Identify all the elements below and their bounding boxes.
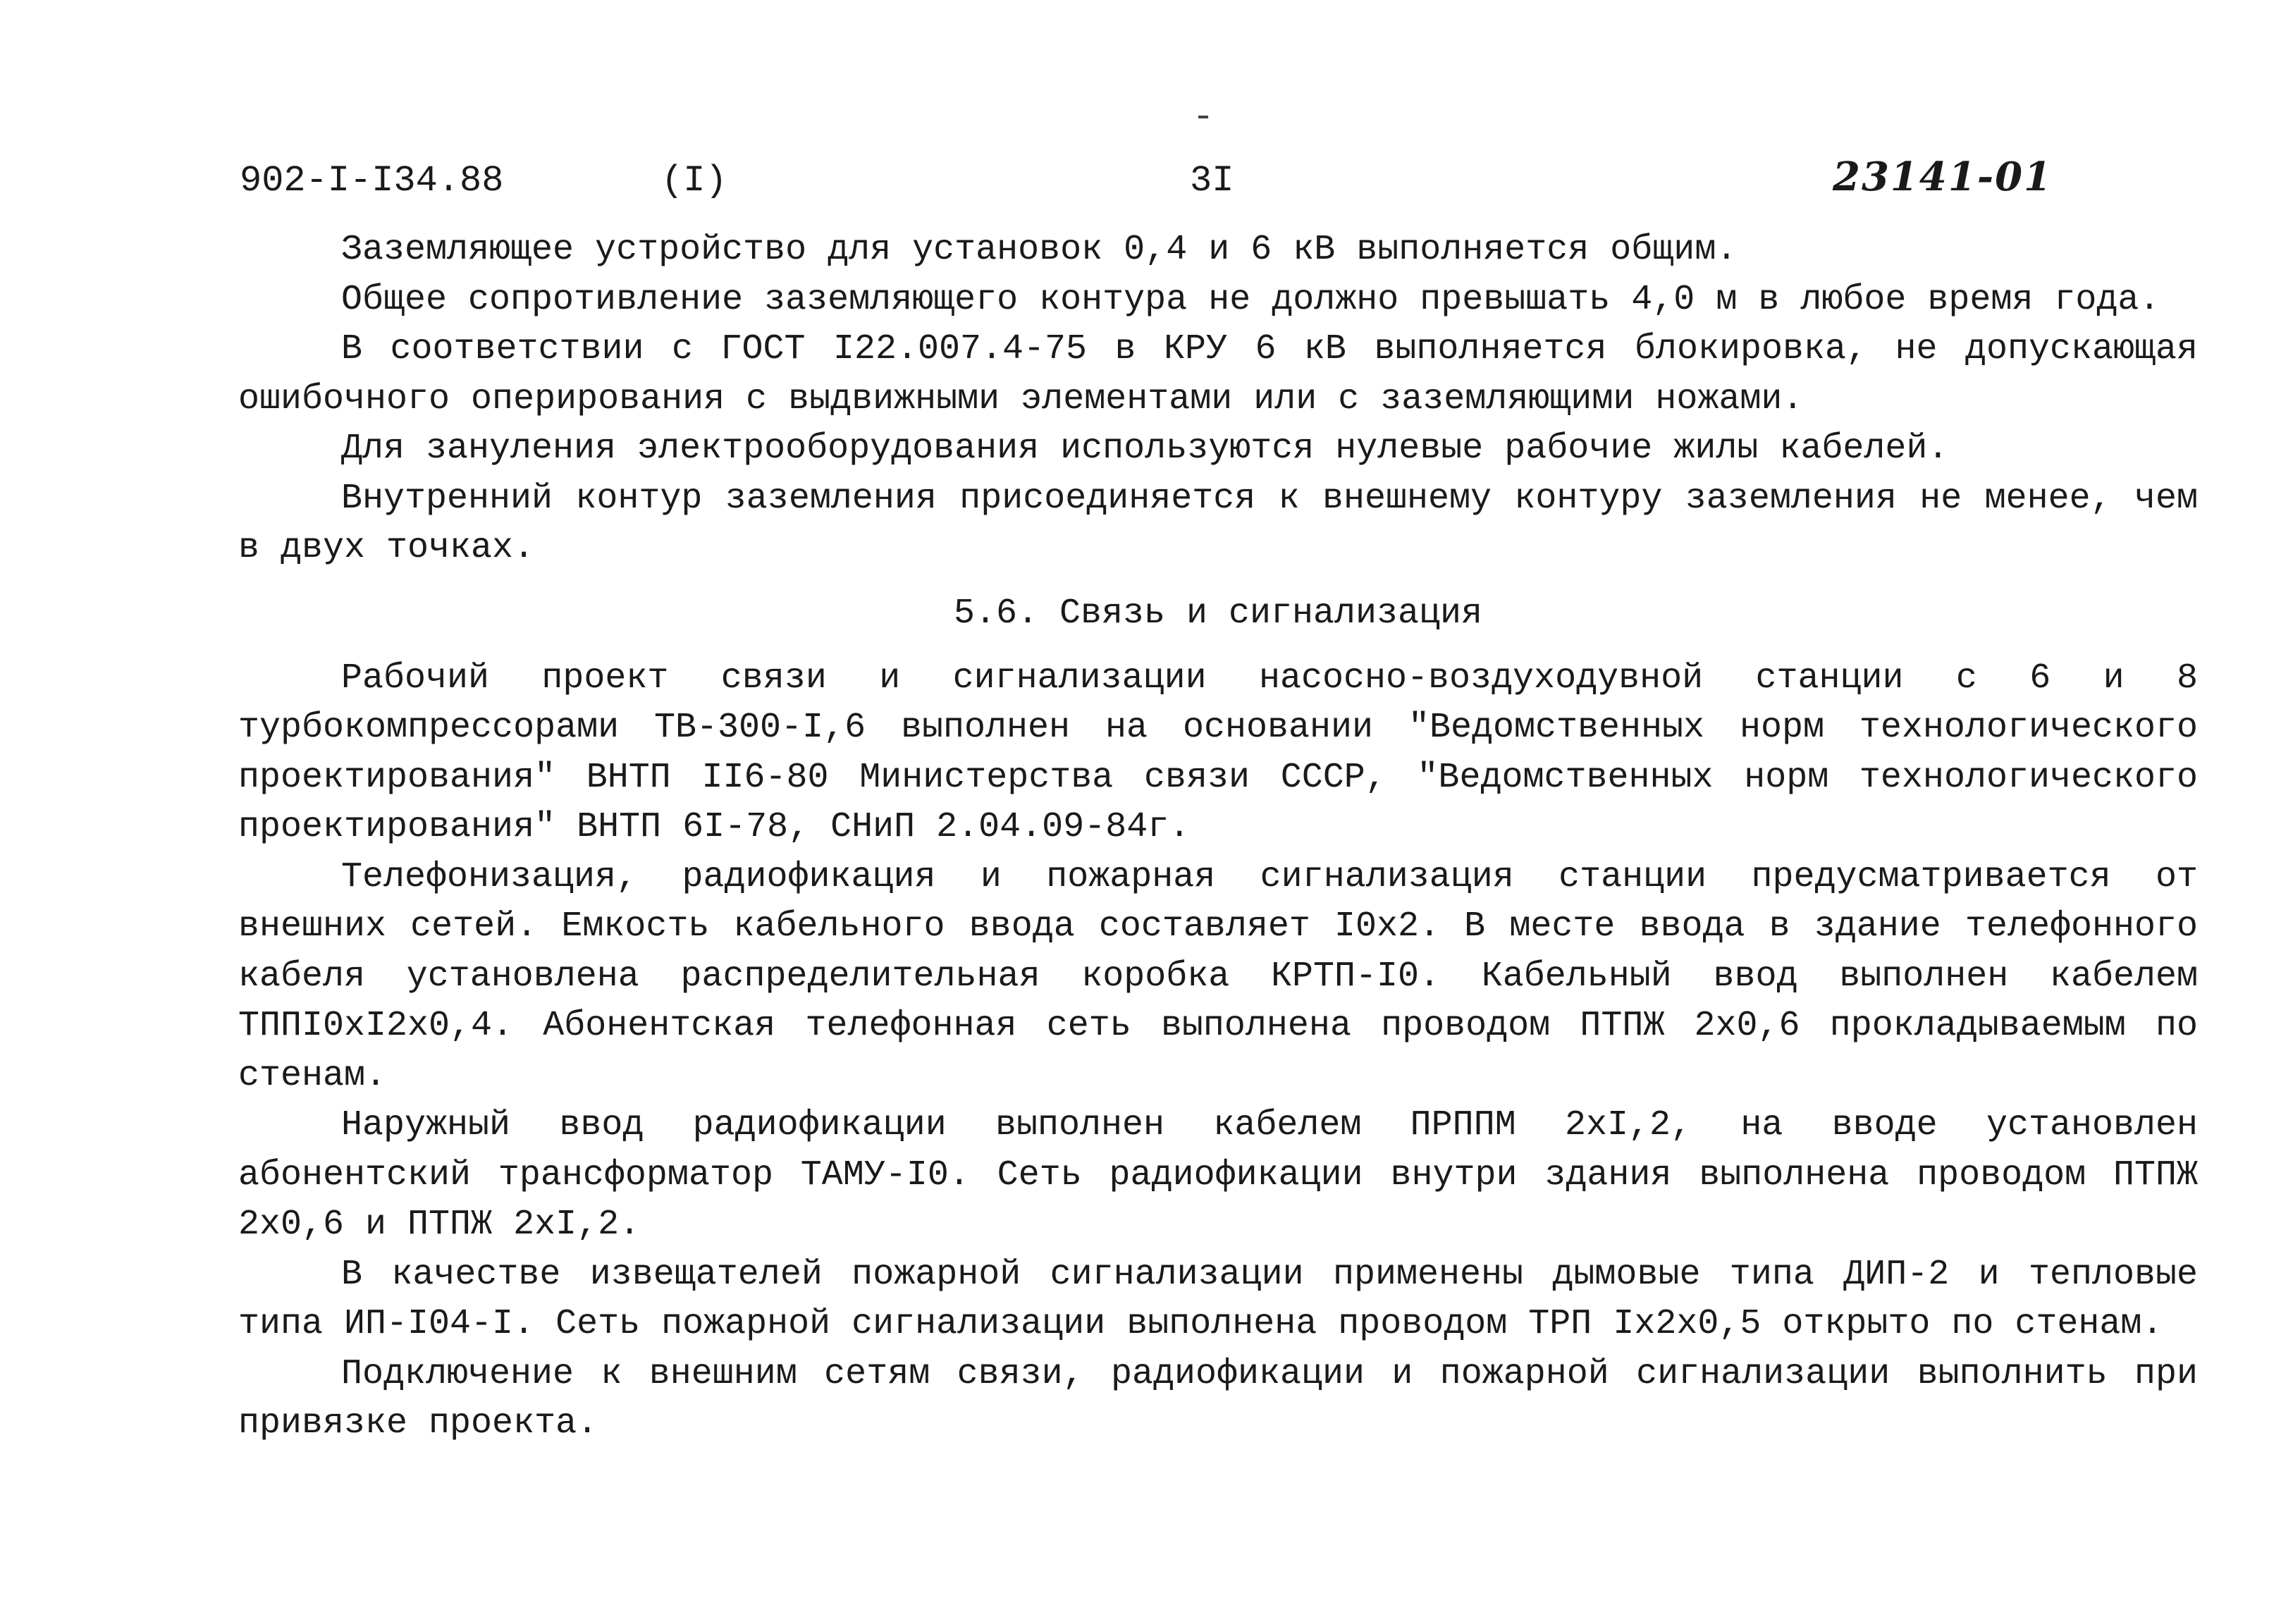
- paragraph-fire-alarm: В качестве извещателей пожарной сигнализации применены дымовые типа ДИП-2 и тепловые типа ИП-I04-I. Сеть пожарной сигнализации выполнена проводом ТРП Iх2х0,5 открыто по стенам.: [238, 1254, 2198, 1344]
- scan-mark: [1198, 116, 1208, 118]
- paragraph-telephony: Телефонизация, радиофикация и пожарная сигнализация станции предусматривается от внешних сетей. Емкость кабельного ввода составляет I0х2. В месте ввода в здание телефонного кабеля установлена распределительная коробка КРТП-I0. Кабельный ввод выполнен кабелем ТППI0хI2х0,4. Абонентская телефонная сеть выполнена проводом ПТПЖ 2х0,6 прокладываемым по стенам.: [238, 856, 2198, 1096]
- document-part: (I): [661, 160, 727, 202]
- paragraph-interlock: В соответствии с ГОСТ I22.007.4-75 в КРУ 6 кВ выполняется блокировка, не допускающая ошибочного оперирования с выдвижными элементами или с заземляющими ножами.: [238, 329, 2198, 419]
- document-body: [238, 226, 2198, 1449]
- paragraph-connection: Подключение к внешним сетям связи, радиофикации и пожарной сигнализации выполнить при привязке проекта.: [238, 1353, 2198, 1444]
- paragraph-grounding-common: Заземляющее устройство для установок 0,4 и 6 кВ выполняется общим.: [341, 230, 1738, 270]
- inventory-number: 23141-01: [1833, 154, 2053, 200]
- document-code: 902-I-I34.88: [240, 160, 504, 202]
- paragraph-contour: Внутренний контур заземления присоединяется к внешнему контуру заземления не менее, чем в двух точках.: [238, 478, 2198, 568]
- page-header: [0, 156, 2281, 206]
- paragraph-radio: Наружный ввод радиофикации выполнен кабелем ПРППМ 2хI,2, на вводе установлен абонентский трансформатор ТАМУ-I0. Сеть радиофикации внутри здания выполнена проводом ПТПЖ 2х0,6 и ПТПЖ 2хI,2.: [238, 1105, 2198, 1245]
- section-heading: 5.6. Связь и сигнализация: [953, 593, 1483, 634]
- paragraph-grounding-resistance: Общее сопротивление заземляющего контура не должно превышать 4,0 м в любое время года.: [341, 279, 2160, 320]
- paragraph-project-basis: Рабочий проект связи и сигнализации насосно-воздуходувной станции с 6 и 8 турбокомпрессорами ТВ-300-I,6 выполнен на основании "Ведомственных норм технологического проектирования" ВНТП II6-80 Министерства связи СССР, "Ведомственных норм технологического проектирования" ВНТП 6I-78, СНиП 2.04.09-84г.: [238, 658, 2198, 847]
- paragraph-neutral: Для зануления электрооборудования используются нулевые рабочие жилы кабелей.: [341, 429, 1949, 469]
- page-number: 3I: [1190, 160, 1234, 202]
